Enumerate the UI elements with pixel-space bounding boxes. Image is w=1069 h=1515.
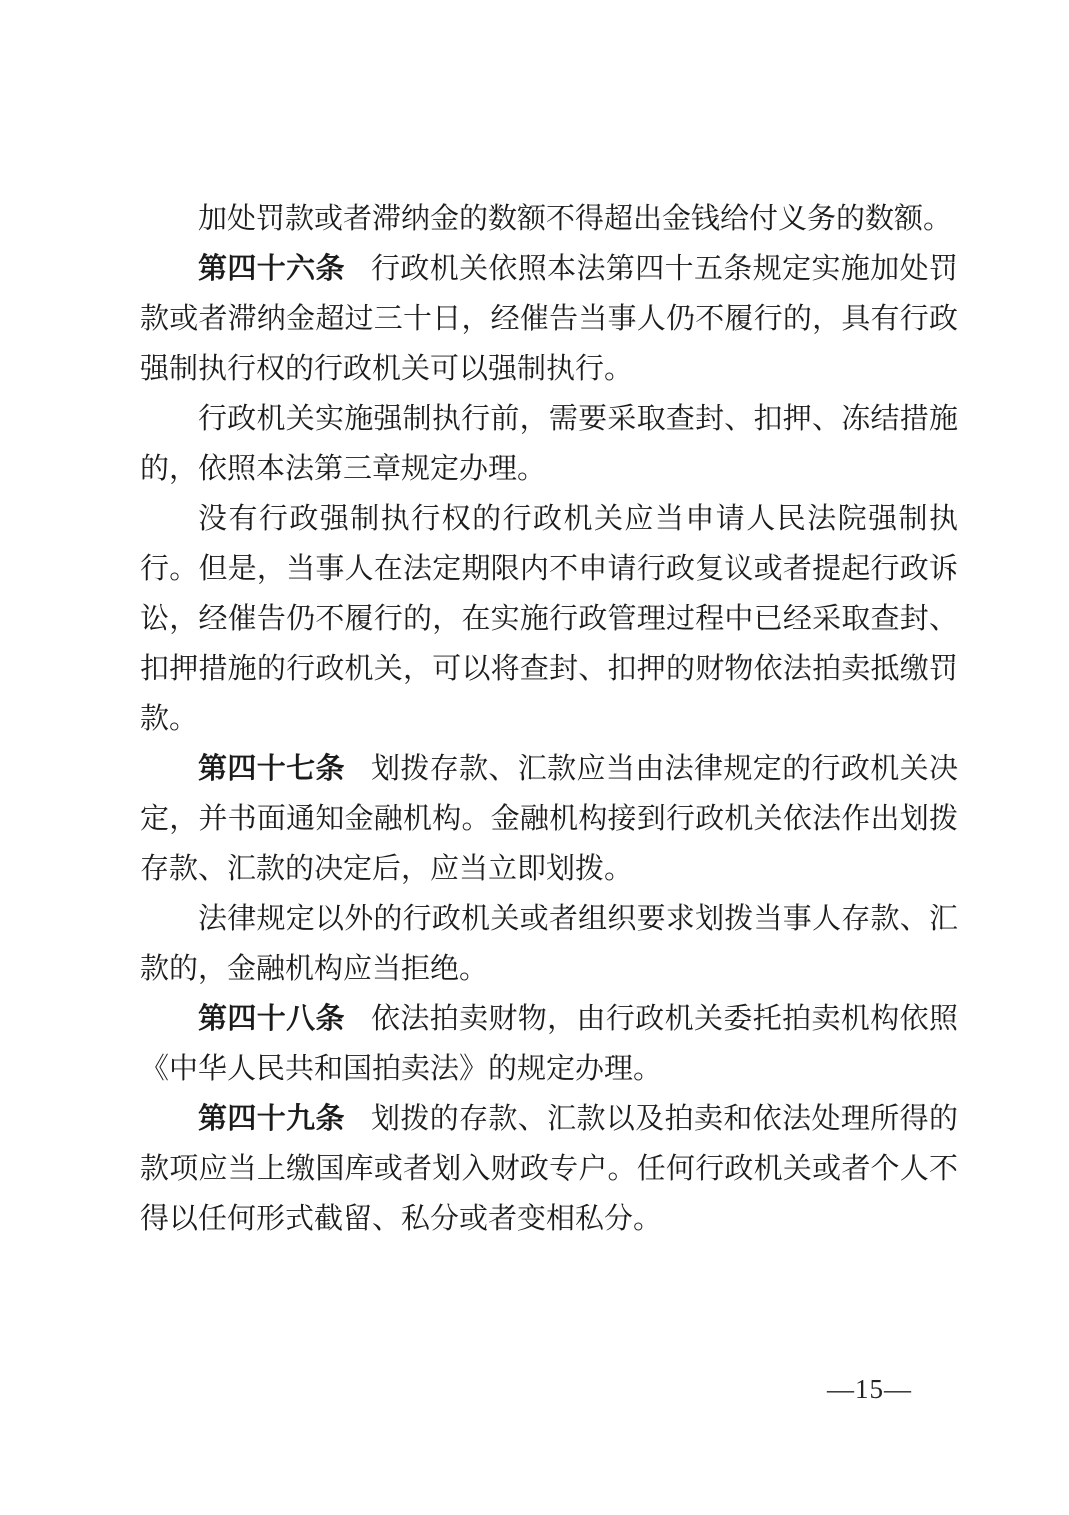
paragraph-text: 法律规定以外的行政机关或者组织要求划拨当事人存款、汇款的，金融机构应当拒绝。	[140, 903, 958, 985]
article-number: 第四十六条	[198, 253, 345, 285]
paragraph	[140, 394, 958, 494]
paragraph-text: 行政机关依照本法第四十五条规定实施加处罚款或者滞纳金超过三十日，经催告当事人仍不履行的，具有行政强制执行权的行政机关可以强制执行。	[140, 253, 958, 385]
paragraph	[140, 894, 958, 994]
paragraph-text: 划拨的存款、汇款以及拍卖和依法处理所得的款项应当上缴国库或者划入财政专户。任何行政机关或者个人不得以任何形式截留、私分或者变相私分。	[140, 1103, 958, 1235]
paragraph	[140, 994, 958, 1094]
paragraph	[140, 194, 958, 244]
article-number: 第四十九条	[198, 1103, 345, 1135]
paragraph	[140, 744, 958, 894]
paragraph	[140, 494, 958, 744]
paragraph-text: 行政机关实施强制执行前，需要采取查封、扣押、冻结措施的，依照本法第三章规定办理。	[140, 403, 958, 485]
paragraph-text: 没有行政强制执行权的行政机关应当申请人民法院强制执行。但是，当事人在法定期限内不申请行政复议或者提起行政诉讼，经催告仍不履行的，在实施行政管理过程中已经采取查封、扣押措施的行政机关，可以将查封、扣押的财物依法拍卖抵缴罚款。	[140, 503, 958, 735]
article-number: 第四十七条	[198, 753, 345, 785]
article-number: 第四十八条	[198, 1003, 345, 1035]
text-block	[140, 194, 958, 1244]
paragraph	[140, 1094, 958, 1244]
page-number: —15—	[827, 1374, 912, 1404]
paragraph-text: 依法拍卖财物，由行政机关委托拍卖机构依照《中华人民共和国拍卖法》的规定办理。	[140, 1003, 958, 1085]
paragraph-text: 加处罚款或者滞纳金的数额不得超出金钱给付义务的数额。	[198, 203, 953, 235]
paragraph-text: 划拨存款、汇款应当由法律规定的行政机关决定，并书面通知金融机构。金融机构接到行政机关依法作出划拨存款、汇款的决定后，应当立即划拨。	[140, 753, 958, 885]
paragraph	[140, 244, 958, 394]
